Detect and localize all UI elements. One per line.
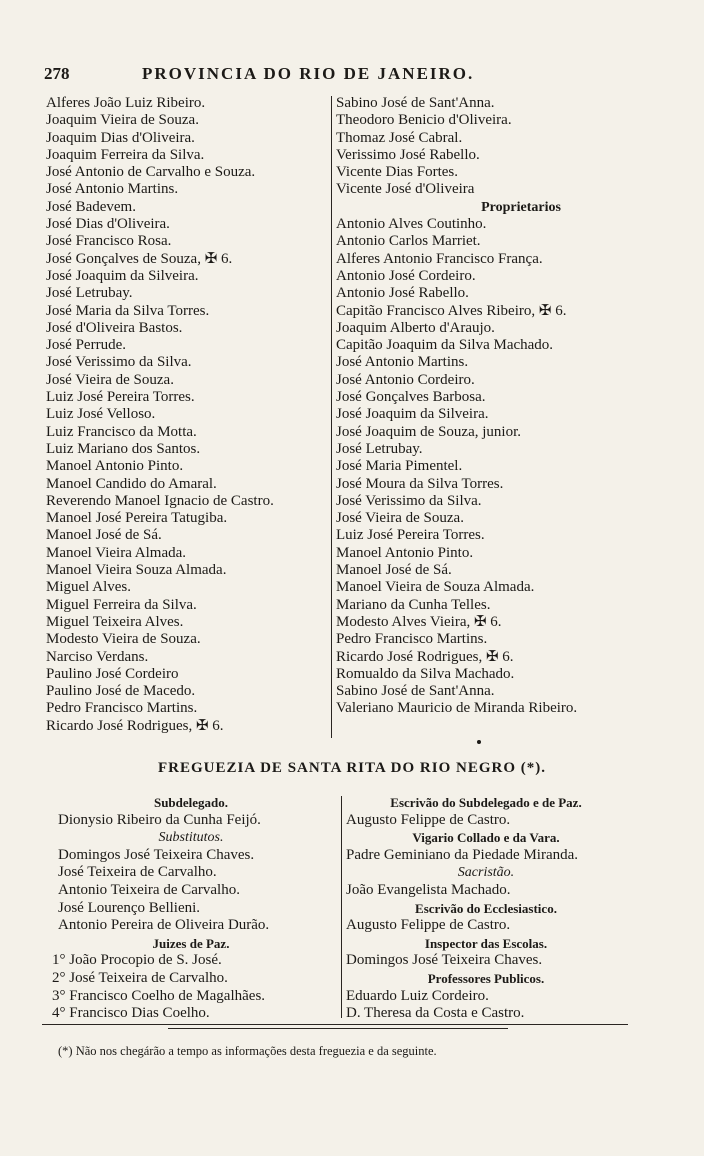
page-title: PROVINCIA DO RIO DE JANEIRO. (142, 64, 475, 83)
vigario-heading: Vigario Collado e da Vara. (412, 830, 560, 846)
proprietario-entry: José Letrubay. (336, 440, 423, 457)
name-entry: Theodoro Benicio d'Oliveira. (336, 112, 512, 129)
name-entry: Luiz José Pereira Torres. (46, 389, 195, 406)
name-entry: Luiz Francisco da Motta. (46, 423, 197, 440)
footnote: (*) Não nos chegárão a tempo as informações desta freguezia e da seguinte. (58, 1044, 437, 1058)
substituto-entry: José Lourenço Bellieni. (58, 899, 201, 916)
freguezia-title: FREGUEZIA DE SANTA RITA DO RIO NEGRO (*). (158, 760, 546, 776)
juiz-entry: 2° José Teixeira de Carvalho. (52, 969, 228, 986)
substituto-entry: Antonio Pereira de Oliveira Durão. (58, 917, 270, 934)
substituto-entry: Domingos José Teixeira Chaves. (58, 846, 255, 863)
inspector-name: Domingos José Teixeira Chaves. (346, 952, 543, 969)
name-entry: Manoel Antonio Pinto. (46, 458, 184, 475)
substitutos-list (52, 847, 330, 935)
name-entry: Vicente José d'Oliveira (336, 181, 475, 198)
page-number: 278 (44, 64, 70, 83)
name-entry: José Perrude. (46, 337, 126, 354)
freguezia-left-column (52, 794, 330, 1023)
subdelegado-name: Dionysio Ribeiro da Cunha Feijó. (58, 811, 261, 828)
substituto-entry: José Teixeira de Carvalho. (58, 864, 217, 881)
sacristao-name: João Evangelista Machado. (346, 881, 511, 898)
proprietario-entry: José Antonio Cordeiro. (336, 371, 475, 388)
name-entry: José Maria da Silva Torres. (46, 302, 210, 319)
professor-entry: D. Theresa da Costa e Castro. (346, 1005, 525, 1022)
proprietario-entry: Joaquim Alberto d'Araujo. (336, 319, 495, 336)
name-entry: Verissimo José Rabello. (336, 146, 480, 163)
proprietario-entry: Manoel Vieira de Souza Almada. (336, 579, 535, 596)
juiz-entry: 1° João Procopio de S. José. (52, 952, 222, 969)
name-entry: José Verissimo da Silva. (46, 354, 192, 371)
substitutos-heading: Substitutos. (158, 830, 224, 846)
proprietario-entry: José Joaquim de Souza, junior. (336, 423, 521, 440)
name-entry: José Francisco Rosa. (46, 233, 172, 250)
name-entry: Miguel Alves. (46, 579, 131, 596)
proprietario-entry: Capitão Francisco Alves Ribeiro, ✠ 6. (336, 302, 567, 319)
page-header (44, 64, 634, 88)
name-entry: Pedro Francisco Martins. (46, 700, 198, 717)
professores-heading: Professores Publicos. (427, 970, 545, 986)
name-entry: José Antonio de Carvalho e Souza. (46, 164, 256, 181)
juizes-heading: Juizes de Paz. (152, 935, 230, 951)
proprietario-entry: José Maria Pimentel. (336, 458, 463, 475)
name-entry: Joaquim Dias d'Oliveira. (46, 129, 195, 146)
proprietario-entry: Valeriano Mauricio de Miranda Ribeiro. (336, 700, 578, 717)
proprietario-entry: Antonio José Cordeiro. (336, 267, 476, 284)
escrivao-ecclesiastico-heading: Escrivão do Ecclesiastico. (415, 900, 557, 916)
proprietario-entry: Sabino José de Sant'Anna. (336, 683, 495, 700)
name-entry: Manoel José de Sá. (46, 527, 162, 544)
name-entry: Manoel Candido do Amaral. (46, 475, 217, 492)
name-entry: Paulino José Cordeiro (46, 665, 179, 682)
proprietario-entry: Mariano da Cunha Telles. (336, 596, 491, 613)
juiz-entry: 4° Francisco Dias Coelho. (52, 1005, 210, 1022)
proprietario-entry: Antonio Alves Coutinho. (336, 216, 487, 233)
proprietario-entry: José Joaquim da Silveira. (336, 406, 489, 423)
name-entry: Manoel Vieira Souza Almada. (46, 562, 227, 579)
freguezia-right-column (346, 794, 626, 1023)
name-entry: Miguel Teixeira Alves. (46, 613, 184, 630)
name-entry: Reverendo Manoel Ignacio de Castro. (46, 492, 274, 509)
proprietario-entry: Pedro Francisco Martins. (336, 631, 488, 648)
name-entry: Joaquim Ferreira da Silva. (46, 146, 205, 163)
name-entry: Thomaz José Cabral. (336, 129, 463, 146)
subdelegado-heading: Subdelegado. (153, 795, 229, 810)
right-top-names (336, 95, 636, 199)
professor-entry: Eduardo Luiz Cordeiro. (346, 987, 489, 1004)
left-name-column (46, 95, 330, 735)
right-name-column (336, 95, 636, 718)
name-entry: José Dias d'Oliveira. (46, 216, 170, 233)
escrivao-subdelegado-heading: Escrivão do Subdelegado e de Paz. (390, 795, 582, 810)
proprietario-entry: Romualdo da Silva Machado. (336, 665, 515, 682)
proprietarios-heading: Proprietarios (481, 199, 561, 215)
proprietario-entry: José Antonio Martins. (336, 354, 469, 371)
footnote-rule (42, 1024, 628, 1025)
name-entry: Ricardo José Rodrigues, ✠ 6. (46, 717, 224, 734)
name-entry: José d'Oliveira Bastos. (46, 319, 183, 336)
professores-list (346, 988, 626, 1023)
name-entry: Manoel Vieira Almada. (46, 544, 187, 561)
name-entry: Narciso Verdans. (46, 648, 149, 665)
proprietario-entry: Antonio Carlos Marriet. (336, 233, 481, 250)
name-entry: José Antonio Martins. (46, 181, 179, 198)
name-entry: José Badevem. (46, 198, 136, 215)
name-entry: José Letrubay. (46, 285, 133, 302)
proprietarios-list (336, 216, 636, 718)
proprietario-entry: Manoel Antonio Pinto. (336, 544, 474, 561)
sacristao-heading: Sacristão. (457, 865, 515, 881)
name-entry: Luiz Mariano dos Santos. (46, 440, 201, 457)
proprietario-entry: Modesto Alves Vieira, ✠ 6. (336, 613, 502, 630)
name-entry: Modesto Vieira de Souza. (46, 631, 201, 648)
proprietario-entry: Antonio José Rabello. (336, 285, 469, 302)
escrivao-ecclesiastico-name: Augusto Felippe de Castro. (346, 917, 511, 934)
escrivao-subdelegado-name: Augusto Felippe de Castro. (346, 811, 511, 828)
name-entry: José Joaquim da Silveira. (46, 267, 199, 284)
name-entry: Manoel José Pereira Tatugiba. (46, 510, 228, 527)
juizes-list (52, 952, 330, 1022)
name-entry: Luiz José Velloso. (46, 406, 156, 423)
name-entry: Paulino José de Macedo. (46, 683, 196, 700)
juiz-entry: 3° Francisco Coelho de Magalhães. (52, 987, 266, 1004)
name-entry: José Vieira de Souza. (46, 371, 174, 388)
proprietario-entry: Luiz José Pereira Torres. (336, 527, 485, 544)
vigario-name: Padre Geminiano da Piedade Miranda. (346, 846, 579, 863)
freguezia-column-divider (341, 796, 342, 1018)
name-entry: Sabino José de Sant'Anna. (336, 95, 495, 111)
proprietario-entry: José Moura da Silva Torres. (336, 475, 504, 492)
proprietario-entry: Alferes Antonio Francisco França. (336, 250, 543, 267)
proprietario-entry: José Vieira de Souza. (336, 510, 464, 527)
name-entry: Vicente Dias Fortes. (336, 164, 458, 181)
name-entry: Joaquim Vieira de Souza. (46, 112, 199, 129)
name-entry: José Gonçalves de Souza, ✠ 6. (46, 250, 233, 267)
proprietario-entry: Manoel José de Sá. (336, 562, 452, 579)
proprietario-entry: Ricardo José Rodrigues, ✠ 6. (336, 648, 514, 665)
proprietario-entry: José Gonçalves Barbosa. (336, 389, 486, 406)
column-divider (331, 96, 332, 738)
name-entry: Miguel Ferreira da Silva. (46, 596, 197, 613)
name-entry: Alferes João Luiz Ribeiro. (46, 95, 206, 111)
ornament-dot (477, 740, 481, 744)
inspector-heading: Inspector das Escolas. (424, 935, 548, 951)
substituto-entry: Antonio Teixeira de Carvalho. (58, 881, 240, 898)
footnote-rule-short (168, 1028, 508, 1029)
proprietario-entry: José Verissimo da Silva. (336, 492, 482, 509)
proprietario-entry: Capitão Joaquim da Silva Machado. (336, 337, 554, 354)
